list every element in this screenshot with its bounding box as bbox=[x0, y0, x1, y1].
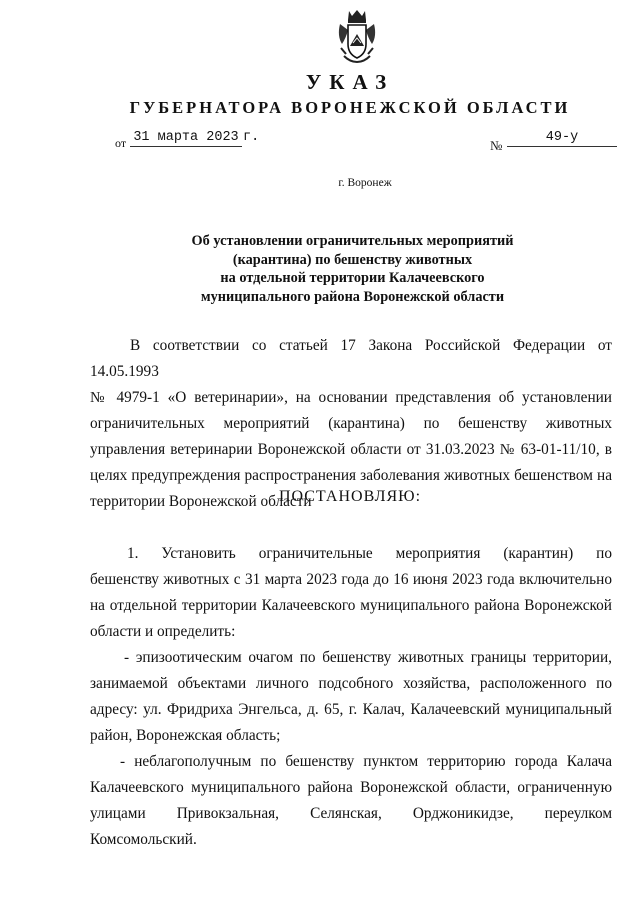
item-line: район, Воронежская область; bbox=[90, 727, 281, 744]
document-subject bbox=[170, 232, 535, 306]
coat-of-arms-icon bbox=[336, 8, 378, 66]
item-line: на отдельной территории Калачеевского муниципального района Воронежской bbox=[90, 597, 612, 614]
subject-line: Об установлении ограничительных мероприятий bbox=[191, 233, 514, 249]
document-subtitle: ГУБЕРНАТОРА ВОРОНЕЖСКОЙ ОБЛАСТИ bbox=[129, 98, 571, 117]
item-line: Калачеевского муниципального района Воронежской области, ограниченную bbox=[90, 779, 612, 796]
item-line: 1. Установить ограничительные мероприятия (карантин) по bbox=[127, 545, 612, 562]
preamble-line: В соответствии со статьей 17 Закона Российской Федерации от 14.05.1993 bbox=[90, 337, 612, 380]
item-line: адресу: ул. Фридриха Энгельса, д. 65, г. Калач, Калачеевский муниципальный bbox=[90, 701, 612, 718]
document-title: УКАЗ bbox=[305, 70, 395, 94]
item-line: - неблагополучным по бешенству пунктом территорию города Калача bbox=[120, 753, 612, 770]
item-line: - эпизоотическим очагом по бешенству животных границы территории, bbox=[124, 649, 612, 666]
item-line: улицами Привокзальная, Селянская, Орджоникидзе, переулком bbox=[90, 805, 612, 822]
item-line: области и определить: bbox=[90, 623, 236, 640]
date-value: 31 марта 2023 bbox=[130, 130, 242, 147]
city: г. Воронеж bbox=[338, 177, 392, 189]
preamble-line: целях предупреждения распространения заболевания животных бешенством на bbox=[90, 467, 612, 484]
decree-word: ПОСТАНОВЛЯЮ: bbox=[278, 488, 422, 505]
preamble-line: ограничительных мероприятий (карантина) по бешенству животных bbox=[90, 415, 612, 432]
item-line: занимаемой объектами личного подсобного хозяйства, расположенного по bbox=[90, 675, 612, 692]
date-prefix: от bbox=[115, 136, 127, 150]
item-1b-paragraph bbox=[90, 749, 612, 853]
item-1a-paragraph bbox=[90, 645, 612, 749]
document-number: 49-у bbox=[507, 130, 617, 147]
number-prefix: № bbox=[490, 138, 503, 153]
preamble-line: управления ветеринарии Воронежской области от 31.03.2023 № 63-01-11/10, в bbox=[90, 441, 612, 458]
date-suffix: г. bbox=[243, 130, 260, 145]
subject-line: муниципального района Воронежской области bbox=[200, 288, 505, 305]
item-line: бешенству животных с 31 марта 2023 года до 16 июня 2023 года включительно bbox=[90, 571, 612, 588]
item-1-paragraph bbox=[90, 541, 612, 645]
item-line: Комсомольский. bbox=[90, 831, 197, 848]
preamble-line: территории Воронежской области bbox=[90, 493, 312, 510]
subject-line: на отдельной территории Калачеевского bbox=[220, 270, 485, 286]
subject-line: (карантина) по бешенству животных bbox=[232, 251, 473, 268]
preamble-line: № 4979-1 «О ветеринарии», на основании представления об установлении bbox=[90, 389, 612, 406]
